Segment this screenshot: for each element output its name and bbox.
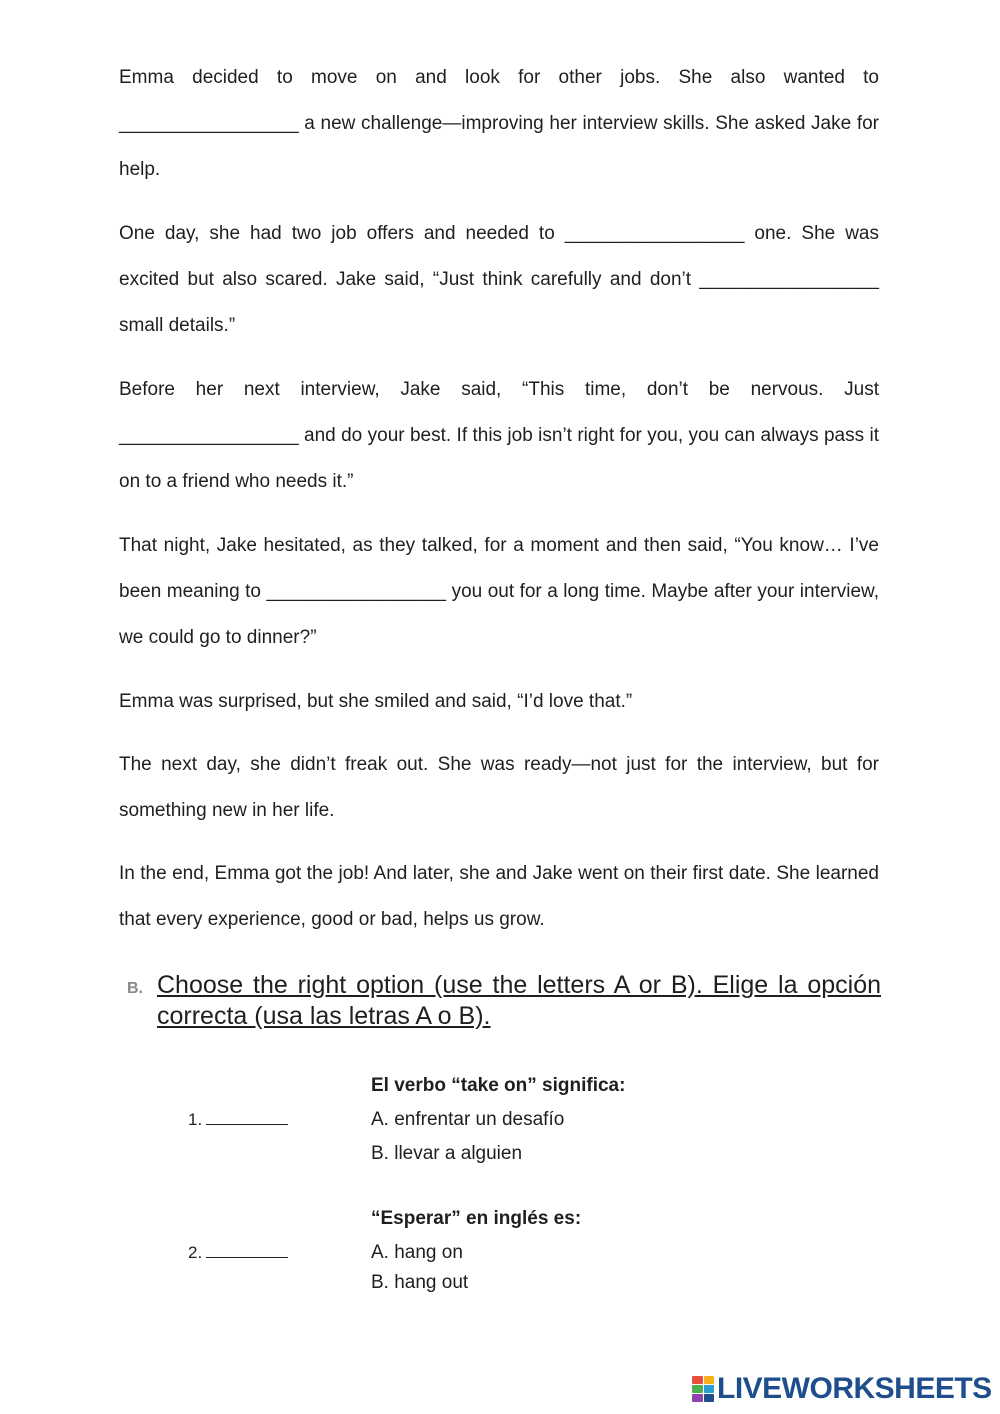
paragraph-text: Before her next interview, Jake said, “This time, don’t be nervous. Just	[119, 379, 879, 400]
option-a: A. hang on	[371, 1242, 463, 1263]
answer-blank-2[interactable]	[206, 1257, 288, 1258]
story-paragraph-3	[119, 367, 879, 505]
option-a: A. enfrentar un desafío	[371, 1109, 565, 1130]
paragraph-text: Emma was surprised, but she smiled and said, “I’d love that.”	[119, 691, 633, 712]
option-b: B. llevar a alguien	[371, 1143, 523, 1164]
logo-square	[692, 1376, 703, 1384]
paragraph-text: one. She was excited but also scared. Jake said, “Just think carefully and don’t	[119, 223, 879, 290]
question-number: 2.	[188, 1243, 203, 1262]
logo-square	[692, 1385, 703, 1393]
fill-blank-5[interactable]: _________________	[266, 581, 447, 602]
paragraph-text: Emma decided to move on and look for other jobs. She also wanted to	[119, 67, 879, 88]
fill-blank-4[interactable]: _________________	[119, 425, 299, 446]
fill-blank-1[interactable]: _________________	[119, 113, 299, 134]
fill-blank-2[interactable]: _________________	[564, 223, 745, 244]
paragraph-text: That night, Jake hesitated, as they talked, for a moment and then said, “You know… I’ve been meaning to	[119, 535, 879, 602]
logo-square	[704, 1376, 715, 1384]
paragraph-text: One day, she had two job offers and needed to	[119, 223, 555, 244]
paragraph-text: a new challenge—improving her interview skills. She asked Jake for help.	[119, 113, 879, 180]
paragraph-text: The next day, she didn’t freak out. She was ready—not just for the interview, but for something new in her life.	[119, 754, 879, 821]
question-heading: El verbo “take on” significa:	[371, 1075, 626, 1096]
logo-square	[704, 1394, 715, 1402]
fill-blank-3[interactable]: _________________	[699, 269, 879, 290]
story-paragraph-1	[119, 55, 879, 193]
logo-text: LIVEWORKSHEETS	[717, 1372, 992, 1405]
story-paragraph-2	[119, 211, 879, 349]
liveworksheets-logo-icon	[692, 1376, 714, 1402]
answer-slot	[188, 1110, 288, 1130]
story-paragraph-6	[119, 742, 879, 834]
logo-square	[692, 1394, 703, 1402]
answer-slot	[188, 1243, 288, 1263]
story-paragraph-7	[119, 851, 879, 943]
section-b-title: Choose the right option (use the letters A or B). Elige la opción correcta (usa las letras A o B).	[157, 971, 881, 1030]
option-b: B. hang out	[371, 1272, 469, 1293]
liveworksheets-logo	[692, 1374, 992, 1404]
question-heading: “Esperar” en inglés es:	[371, 1208, 582, 1229]
story-paragraph-4	[119, 523, 879, 661]
paragraph-text: you out for a long time. Maybe after your interview, we could go to dinner?”	[119, 581, 879, 648]
story-paragraph-5	[119, 679, 879, 725]
answer-blank-1[interactable]	[206, 1124, 288, 1125]
logo-square	[704, 1385, 715, 1393]
paragraph-text: and do your best. If this job isn’t right for you, you can always pass it on to a friend who needs it.”	[119, 425, 880, 492]
question-number: 1.	[188, 1110, 203, 1129]
section-letter: B.	[127, 980, 143, 997]
paragraph-text: In the end, Emma got the job! And later, she and Jake went on their first date. She learned that every experience, good or bad, helps us grow.	[119, 863, 879, 930]
paragraph-text: small details.”	[119, 315, 236, 336]
